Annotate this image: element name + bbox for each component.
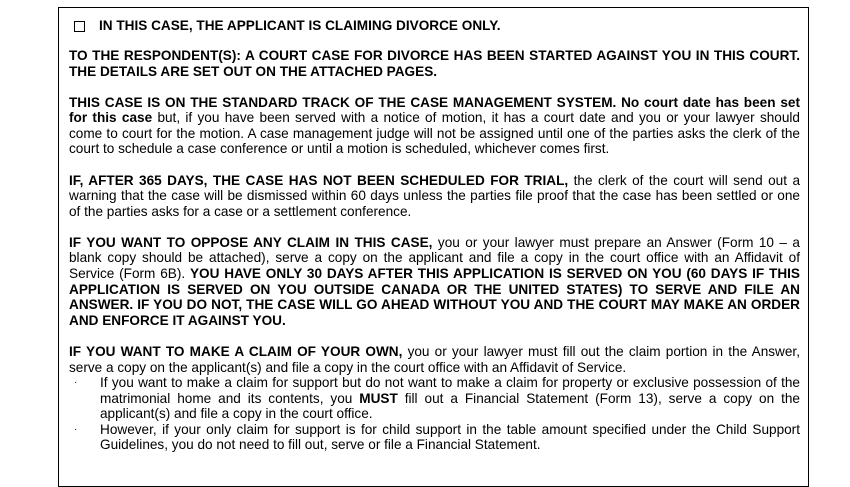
divorce-only-heading: IN THIS CASE, THE APPLICANT IS CLAIMING DIVORCE ONLY. (99, 18, 501, 34)
respondent-notice: TO THE RESPONDENT(S): A COURT CASE FOR DIVORCE HAS BEEN STARTED AGAINST YOU IN THIS COURT. THE DETAILS ARE SET OUT ON THE ATTACHED PAGES. (69, 48, 800, 79)
bullet-icon: · (74, 377, 78, 389)
oppose-claim-bold: IF YOU WANT TO OPPOSE ANY CLAIM IN THIS CASE, (69, 234, 433, 250)
divorce-only-row (69, 17, 800, 35)
own-claim-paragraph (69, 344, 800, 375)
own-claim-text: you or your lawyer must fill out the claim portion in the Answer, serve a copy on the applicant(s) and file a copy in the court office with an Affidavit of Service. (69, 343, 800, 375)
claim-bullets (69, 375, 800, 453)
oppose-claim-text: you or your lawyer must prepare an Answer (Form 10 – a blank copy should be attached), serve a copy on the applicant and file a copy in the court office with an Affidavit of Service (Form 6B). (69, 234, 800, 282)
must-emphasis: MUST (359, 390, 398, 406)
notice-content (69, 17, 800, 453)
bullet-icon: · (74, 423, 78, 435)
list-item (69, 375, 800, 422)
trial-schedule-text: the clerk of the court will send out a warning that the case will be dismissed within 60 days unless the parties file proof that the case has been settled or one of the parties asks for a case or a settlement conference. (69, 172, 800, 219)
list-item (69, 422, 800, 453)
oppose-claim-paragraph (69, 235, 800, 329)
own-claim-bold: IF YOU WANT TO MAKE A CLAIM OF YOUR OWN, (69, 343, 403, 359)
standard-track-paragraph (69, 95, 800, 157)
child-support-text: However, if your only claim for support is for child support in the table amount specified under the Child Support Guidelines, you do not need to fill out, serve or file a Financial Statement. (100, 421, 800, 453)
divorce-only-checkbox[interactable] (74, 21, 85, 32)
standard-track-bold: THIS CASE IS ON THE STANDARD TRACK OF THE CASE MANAGEMENT SYSTEM. No court date has been set for this case (69, 94, 800, 126)
support-claim-text-b: fill out a Financial Statement (Form 13), serve a copy on the applicant(s) and file a copy in the court office. (100, 390, 800, 422)
deadline-warning: YOU HAVE ONLY 30 DAYS AFTER THIS APPLICATION IS SERVED ON YOU (60 DAYS IF THIS APPLICATION IS SERVED ON YOU OUTSIDE CANADA OR THE UNITED STATES) TO SERVE AND FILE AN ANSWER. IF YOU DO NOT, THE CASE WILL GO AHEAD WITHOUT YOU AND THE COURT MAY MAKE AN ORDER AND ENFORCE IT AGAINST YOU. (69, 266, 800, 328)
trial-schedule-bold: IF, AFTER 365 DAYS, THE CASE HAS NOT BEEN SCHEDULED FOR TRIAL, (69, 172, 569, 188)
trial-schedule-paragraph (69, 173, 800, 220)
support-claim-text-a: If you want to make a claim for support but do not want to make a claim for property or exclusive possession of the matrimonial home and its contents, you (100, 375, 800, 406)
standard-track-text: but, if you have been served with a notice of motion, it has a court date and you or your lawyer should come to court for the motion. A case management judge will not be assigned until one of the parties asks the clerk of the court to schedule a case conference or until a motion is scheduled, whichever comes first. (69, 110, 800, 157)
